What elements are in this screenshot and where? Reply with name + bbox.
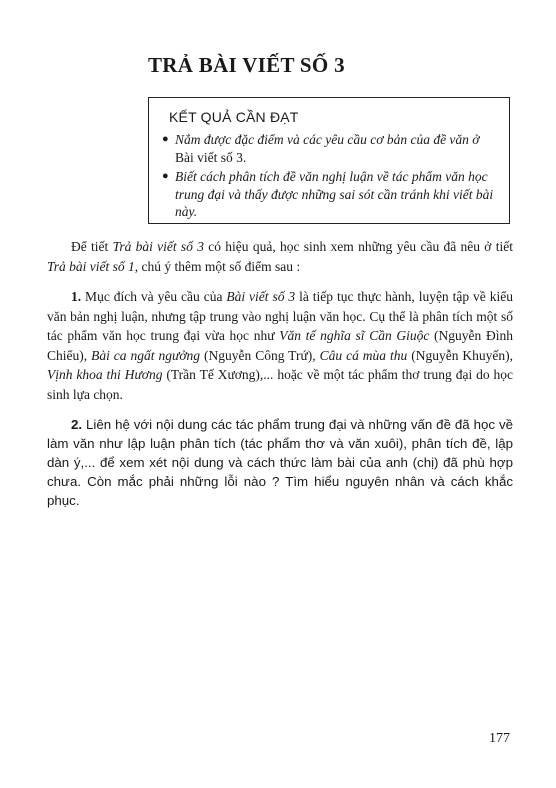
objective-item [162,168,495,221]
objective-item [162,131,495,166]
objective-1-plain: Bài viết số 3. [175,149,247,165]
work-title: Bài ca ngất ngưởng [91,347,201,363]
bullet-icon: ● [162,133,169,145]
objective-2-text: Biết cách phân tích đề văn nghị luận về tác phẩm văn học trung đại và thấy được những sai sót cần tránh khi viết bài này. [175,169,494,219]
intro-emphasis: Trả bài viết số 1 [47,258,135,274]
point-1-text: Mục đích và yêu cầu của [81,289,227,304]
bullet-icon: ● [162,170,169,182]
work-title: Văn tế nghĩa sĩ Cần Giuộc [279,328,430,343]
point-1-number: 1. [71,289,82,304]
point-2-paragraph [47,415,513,510]
point-1-text: (Nguyễn Công Trứ), [200,347,320,363]
point-1-text: (Trần Tế Xương),... hoặc về một tác phẩm thơ trung đại do học sinh lựa chọn. [47,367,513,402]
intro-text: , chú ý thêm một số điểm sau : [134,258,301,274]
body-text [47,237,513,522]
point-1-text: là tiếp tục thực hành, luyện tập về kiểu văn bản nghị luận, nhưng tập trung vào nghị luận văn học. Cụ thể là phân tích một số tác phẩm văn học trung đại vừa học như [47,289,513,343]
point-1-emphasis: Bài viết số 3 [226,289,296,304]
work-title: Vịnh khoa thi Hương [47,367,163,382]
objectives-heading: KẾT QUẢ CẦN ĐẠT [169,109,299,125]
point-1-text: (Nguyễn Khuyến), [407,347,514,363]
objectives-list [162,131,495,221]
point-2-text: Liên hệ với nội dung các tác phẩm trung đại và những vấn đề đã học về làm văn như lập luận phân tích (tác phẩm thơ và văn xuôi), phân tích đề, lập dàn ý,... để xem xét nội dung và cách thức làm bài của anh (chị) đã phù hợp chưa. Còn mắc phải những lỗi nào ? Tìm hiểu nguyên nhân và cách khắc phục. [47,417,513,508]
intro-text: có hiệu quả, học sinh xem những yêu cầu đã nêu ở tiết [203,239,513,254]
page-title: TRẢ BÀI VIẾT SỐ 3 [148,53,345,77]
work-title: Câu cá mùa thu [319,347,408,363]
intro-text: Để tiết [71,239,113,254]
point-1-paragraph [47,287,513,404]
point-1-text: (Nguyễn Đình Chiểu), [47,328,513,363]
intro-paragraph [47,237,513,276]
objective-1-italic: Nắm được đặc điểm và các yêu cầu cơ bản của đề văn ở [175,132,480,147]
point-2-number: 2. [71,417,83,432]
page-number: 177 [489,731,510,746]
objectives-box [148,97,510,224]
intro-emphasis: Trả bài viết số 3 [112,239,204,254]
